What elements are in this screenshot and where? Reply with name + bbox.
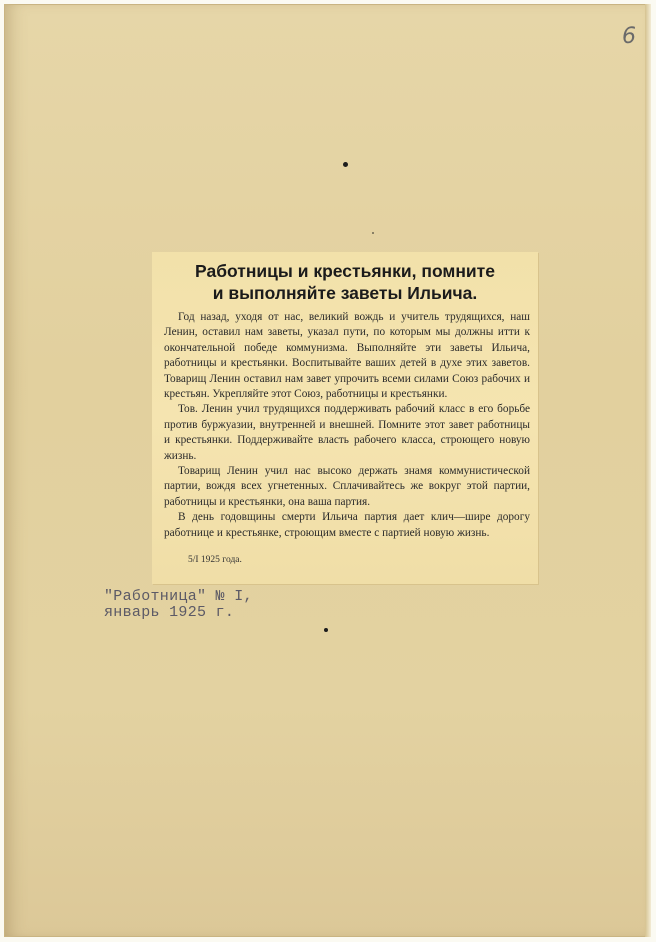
paper-speck (343, 162, 348, 167)
clipping-body (164, 310, 530, 541)
handwritten-page-number: 6 (622, 24, 636, 49)
typed-source-note (104, 589, 253, 621)
source-line-2: январь 1925 г. (104, 604, 235, 621)
page-edge (645, 4, 651, 937)
clipping-headline (152, 260, 538, 304)
paragraph: Год назад, уходя от нас, великий вождь и учитель трудящихся, наш Ленин, оставил нам заветы, указал пути, по которым мы должны итти к окончательной победе коммунизма. Выполняйте эти заветы Ильича, работницы и крестьянки. Воспитывайте ваших детей в духе этих заветов. Товарищ Ленин оставил нам завет упрочить всеми силами Союз рабочих и крестьян. Укрепляйте этот Союз, работницы и крестьянки. (164, 311, 530, 401)
clipping-date: 5/I 1925 года. (188, 555, 242, 565)
archive-page (4, 4, 651, 937)
headline-line-2: и выполняйте заветы Ильича. (212, 283, 478, 303)
paragraph: Тов. Ленин учил трудящихся поддерживать рабочий класс в его борьбе против буржуазии, внутренней и внешней. Помните этот завет работницы и крестьянки. Поддерживайте власть рабочего класса, строющего новую жизнь. (164, 403, 530, 462)
headline-line-1: Работницы и крестьянки, помните (195, 261, 495, 281)
source-line-1: "Работница" № I, (104, 588, 253, 605)
paper-speck (372, 232, 374, 234)
paragraph: Товарищ Ленин учил нас высоко держать знамя коммунистической партии, вождя всех угнетенных. Сплачивайтесь же вокруг этой партии, работницы и крестьянки, она ваша партия. (164, 465, 530, 508)
paragraph: В день годовщины смерти Ильича партия дает клич—шире дорогу работнице и крестьянке, строющим вместе с партией новую жизнь. (164, 511, 530, 539)
newspaper-clipping (152, 252, 538, 584)
paper-speck (324, 628, 328, 632)
